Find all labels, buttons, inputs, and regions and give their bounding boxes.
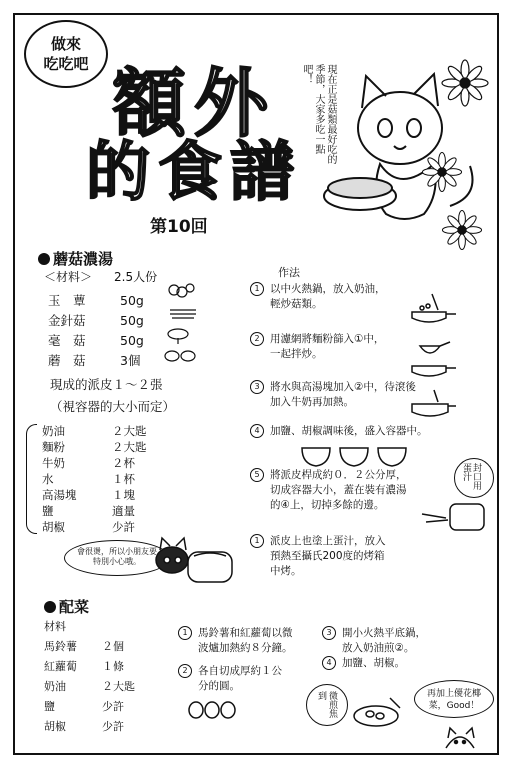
flower-icon xyxy=(440,208,484,252)
step-text: 輕炒菇類。 xyxy=(270,298,323,310)
ingredient-name: 玉 蕈 xyxy=(48,293,86,308)
sieve-illustration xyxy=(408,340,458,378)
ingredient-name: 蘑 菇 xyxy=(48,353,86,368)
ingredient-row xyxy=(42,520,135,534)
cat-warning-text: 會很燙，所以小朋友要特別小心哦。 xyxy=(77,547,157,566)
ingredient-name: 鹽 xyxy=(42,504,54,518)
seal-note-bubble xyxy=(454,458,494,498)
ingredient-row xyxy=(48,353,141,368)
sliced-vegetables-illustration xyxy=(186,700,242,720)
ingredient-name: 胡椒 xyxy=(42,520,65,534)
bullet-icon xyxy=(44,601,56,613)
pot-illustration xyxy=(408,386,458,422)
step-number: 2 xyxy=(250,332,264,346)
ingredient-name: 金針菇 xyxy=(48,313,86,328)
pastry-line-2: （視容器的大小而定） xyxy=(50,399,176,414)
step-text: 加入牛奶再加熱。 xyxy=(270,396,354,408)
servings-value: 2.5人份 xyxy=(114,270,158,284)
step-text: 加鹽、胡椒。 xyxy=(342,657,405,669)
bowls-illustration xyxy=(296,440,416,470)
ingredient-name: 紅蘿蔔 xyxy=(44,660,77,673)
title-line-1: 額外 xyxy=(112,61,276,147)
method-label: 作法 xyxy=(278,266,300,279)
ingredient-row xyxy=(44,680,135,694)
step-number: 4 xyxy=(322,656,336,670)
step-number: 1 xyxy=(250,282,264,296)
ingredient-amount: 少許 xyxy=(112,520,135,534)
step-number: 5 xyxy=(250,468,264,482)
ingredient-row xyxy=(44,720,124,734)
step-text: 切成容器大小，蓋在裝有濃湯 xyxy=(270,484,407,496)
ingredient-row xyxy=(48,333,144,348)
recipe-step xyxy=(250,332,384,362)
ingredient-row xyxy=(42,472,135,486)
pan-stir-illustration xyxy=(408,290,458,326)
ingredient-name: 奶油 xyxy=(42,424,65,438)
step-number: 1 xyxy=(250,534,264,548)
ingredient-amount: ２大匙 xyxy=(102,680,135,693)
seal-note-text: 封口用蛋汁 xyxy=(461,463,481,490)
ingredient-amount: 50g xyxy=(120,313,144,328)
mushroom-icons xyxy=(160,282,204,366)
flower-icon xyxy=(440,58,490,108)
step-text: 開小火熱平底鍋， xyxy=(342,627,426,639)
parsley-note-line-2: 菜，Good！ xyxy=(428,701,480,711)
step-text: 一起拌炒。 xyxy=(270,348,323,360)
step-text: 預熱至攝氏200度的烤箱 xyxy=(270,550,385,562)
recipe-step xyxy=(250,534,386,579)
bullet-icon xyxy=(38,253,50,265)
ingredient-amount: １塊 xyxy=(112,488,135,502)
step-number: 2 xyxy=(178,664,192,678)
soup-title-text: 蘑菇濃湯 xyxy=(53,250,114,268)
ingredient-row xyxy=(42,488,135,502)
ingredient-brace xyxy=(26,424,37,534)
pastry-line-1: 現成的派皮１～２張 xyxy=(50,377,163,392)
bubble-line-2: 吃吃吧 xyxy=(43,55,89,73)
bubble-line-1: 做來 xyxy=(50,35,81,53)
recipe-step xyxy=(250,468,407,513)
ingredient-name: 毫 菇 xyxy=(48,333,86,348)
ingredient-row xyxy=(42,504,135,518)
ingredient-row xyxy=(42,456,135,470)
ingredient-name: 奶油 xyxy=(44,680,66,693)
parsley-note-bubble xyxy=(414,680,494,718)
ingredient-name: 水 xyxy=(42,472,54,486)
side-title-text: 配菜 xyxy=(59,598,90,616)
flower-icon xyxy=(420,150,464,194)
step-number: 3 xyxy=(250,380,264,394)
episode-label: 第10回 xyxy=(150,217,208,237)
ingredient-amount: 3個 xyxy=(120,353,141,368)
step-text: 各自切成厚約１公 xyxy=(198,665,282,677)
step-text: 將派皮桿成約０．２公分厚， xyxy=(270,469,407,481)
parsley-note-line-1: 再加上優花椰 xyxy=(426,689,481,699)
peeking-cat-illustration xyxy=(440,724,480,750)
recipe-step xyxy=(178,626,293,656)
step-text: 的④上，切掉多餘的邊。 xyxy=(270,499,385,511)
ingredient-name: 高湯塊 xyxy=(42,488,77,502)
step-text: 馬鈴薯和紅蘿蔔以微 xyxy=(198,627,293,639)
ingredient-amount: ２大匙 xyxy=(112,440,147,454)
intro-bubble xyxy=(24,20,108,88)
servings-label: ＜材料＞ xyxy=(44,270,93,284)
step-number: 3 xyxy=(322,626,336,640)
ingredient-row xyxy=(44,660,124,674)
step-text: 派皮上也塗上蛋汁，放入 xyxy=(270,535,386,547)
recipe-step xyxy=(322,656,405,671)
step-text: 波爐加熱約８分鐘。 xyxy=(198,642,293,654)
recipe-step xyxy=(250,282,386,312)
ingredient-name: 牛奶 xyxy=(42,456,65,470)
ingredient-amount: ２杯 xyxy=(112,456,135,470)
recipe-step xyxy=(178,664,282,694)
burn-note-text: 微煎焦到 xyxy=(316,691,337,718)
soup-section-title xyxy=(38,248,113,269)
ingredient-amount: １條 xyxy=(102,660,124,673)
cat-with-bread-illustration xyxy=(150,530,240,590)
ingredient-row xyxy=(42,424,147,438)
step-text: 分的圓。 xyxy=(198,680,240,692)
ingredient-amount: 少許 xyxy=(102,700,124,713)
ingredient-row xyxy=(44,700,124,714)
step-number: 4 xyxy=(250,424,264,438)
step-text: 用濾網將麵粉篩入①中， xyxy=(270,333,385,345)
ingredient-amount: ２大匙 xyxy=(112,424,147,438)
soup-servings xyxy=(44,270,157,284)
ingredient-amount: 50g xyxy=(120,333,144,348)
ingredient-amount: １杯 xyxy=(112,472,135,486)
recipe-step xyxy=(322,626,426,656)
side-section-title xyxy=(44,596,89,617)
title-line-2: 的食譜 xyxy=(86,136,302,210)
ingredient-row xyxy=(48,313,144,328)
ingredient-amount: 適量 xyxy=(112,504,135,518)
frying-pan-illustration xyxy=(350,690,410,734)
burn-note-bubble xyxy=(306,684,348,726)
egg-wash-pot-illustration xyxy=(420,496,490,536)
step-text: 以中火熱鍋，放入奶油， xyxy=(270,283,386,295)
ingredient-row xyxy=(44,640,124,654)
ingredient-amount: 少許 xyxy=(102,720,124,733)
ingredient-row xyxy=(42,440,147,454)
step-text: 放入奶油煎②。 xyxy=(342,642,415,654)
step-text: 加鹽、胡椒調味後，盛入容器中。 xyxy=(270,425,428,437)
ingredient-name: 胡椒 xyxy=(44,720,66,733)
ingredient-name: 馬鈴薯 xyxy=(44,640,77,653)
step-number: 1 xyxy=(178,626,192,640)
ingredient-row xyxy=(48,293,144,308)
ingredient-amount: ２個 xyxy=(102,640,124,653)
step-text: 中烤。 xyxy=(270,565,302,577)
ingredient-name: 鹽 xyxy=(44,700,55,713)
side-ingredients-label: 材料 xyxy=(44,620,66,633)
recipe-step xyxy=(250,380,416,410)
recipe-step xyxy=(250,424,428,439)
ingredient-name: 麵粉 xyxy=(42,440,65,454)
step-text: 將水與高湯塊加入②中，待滾後 xyxy=(270,381,416,393)
ingredient-amount: 50g xyxy=(120,293,144,308)
cat-speech: 現在正是菇類最好吃的季節，大家多吃一點吧！ xyxy=(301,64,336,164)
